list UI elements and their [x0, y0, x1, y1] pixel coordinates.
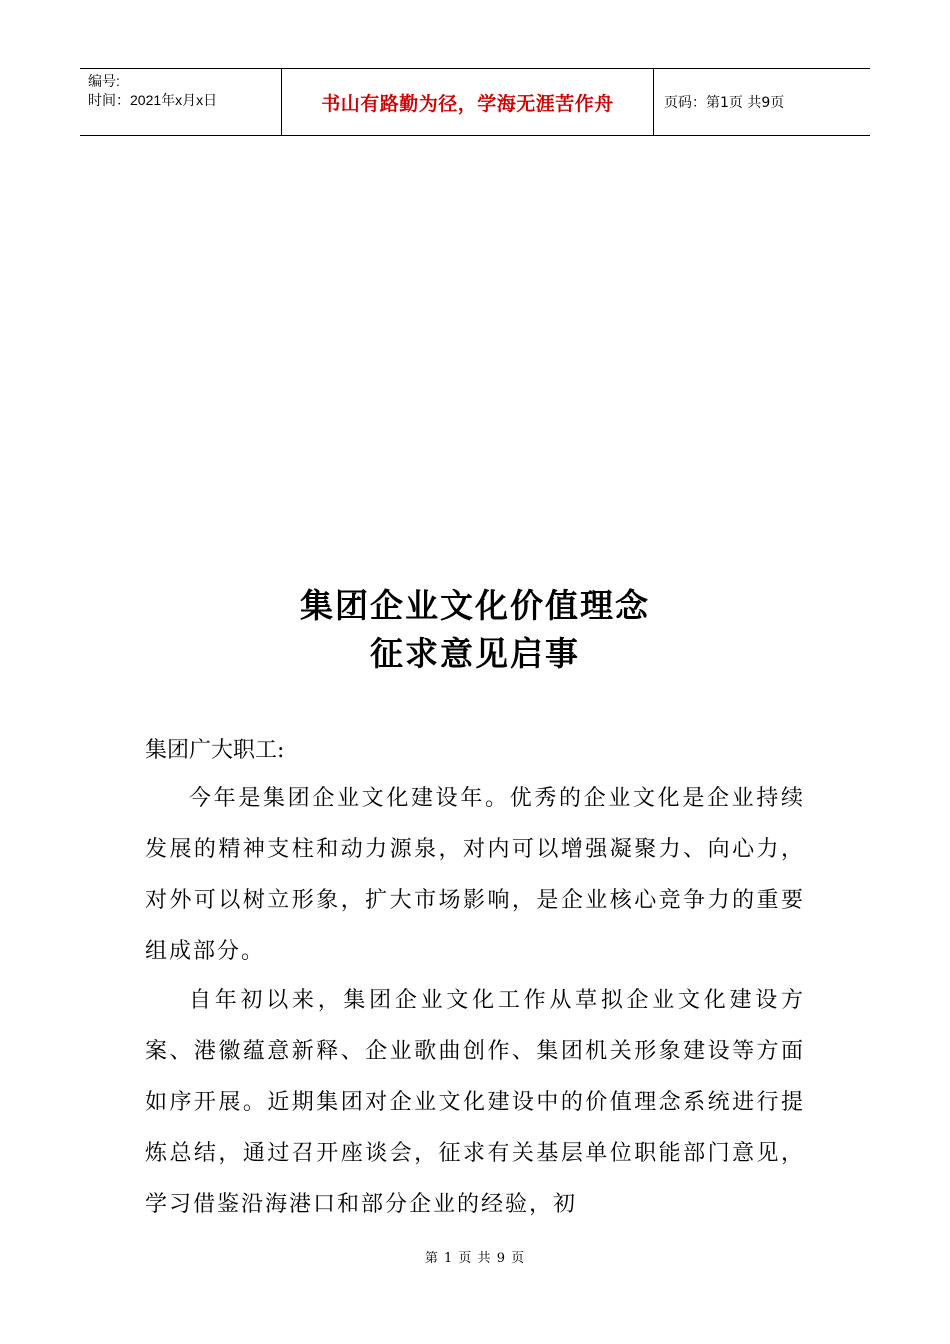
body-paragraph-2: 自年初以来，集团企业文化工作从草拟企业文化建设方案、港徽蕴意新释、企业歌曲创作、集团机关形象建设等方面如序开展。近期集团对企业文化建设中的价值理念系统进行提炼总结，通过召开座谈会，征求有关基层单位职能部门意见，学习借鉴沿海港口和部分企业的经验，初 [145, 988, 805, 1217]
page-footer: 第 1 页 共 9 页 [424, 1251, 526, 1266]
document-title-line1: 集团企业文化价值理念 [300, 586, 650, 625]
salutation: 集团广大职工: [145, 738, 285, 763]
serial-number-label: 编号: [88, 73, 120, 89]
document-header [80, 68, 870, 136]
document-title-line2: 征求意见启事 [370, 634, 580, 673]
header-motto: 书山有路勤为径，学海无涯苦作舟 [282, 69, 654, 135]
header-page-info: 页码：第1页 共9页 [664, 95, 785, 111]
body-paragraph-1: 今年是集团企业文化建设年。优秀的企业文化是企业持续发展的精神支柱和动力源泉，对内可以增强凝聚力、向心力，对外可以树立形象，扩大市场影响，是企业核心竞争力的重要组成部分。 [145, 786, 805, 964]
header-meta [80, 69, 282, 135]
date-label: 时间：2021年x月x日 [88, 92, 218, 108]
